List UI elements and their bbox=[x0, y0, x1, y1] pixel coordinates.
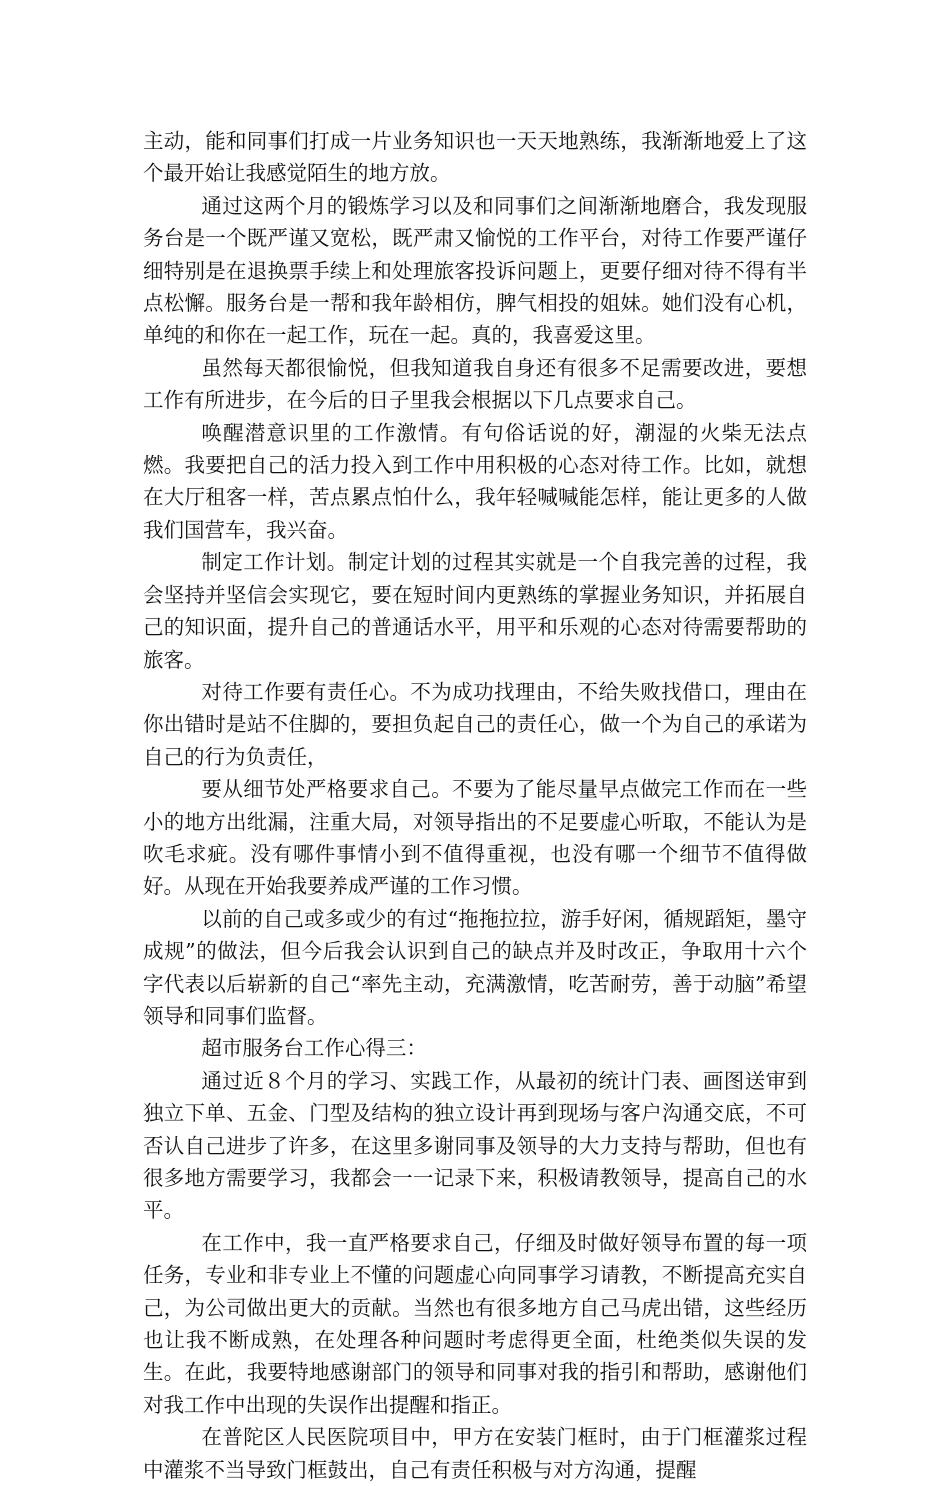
paragraph: 在工作中，我一直严格要求自己，仔细及时做好领导布置的每一项任务，专业和非专业上不懂的问题虚心向同事学习请教，不断提高充实自己，为公司做出更大的贡献。当然也有很多地方自己马虎出错，这些经历也让我不断成熟，在处理各种问题时考虑得更全面，杜绝类似失误的发生。在此，我要特地感谢部门的领导和同事对我的指引和帮助，感谢他们对我工作中出现的失误作出提醒和指正。 bbox=[143, 1230, 807, 1417]
paragraph: 以前的自己或多或少的有过“拖拖拉拉，游手好闲，循规蹈矩，墨守成规”的做法，但今后我会认识到自己的缺点并及时改正，争取用十六个字代表以后崭新的自己“率先主动，充满激情，吃苦耐劳，善于动脑”希望领导和同事们监督。 bbox=[143, 906, 807, 1028]
paragraph: 主动，能和同事们打成一片业务知识也一天天地熟练，我渐渐地爱上了这个最开始让我感觉陌生的地方放。 bbox=[143, 129, 807, 186]
paragraph: 要从细节处严格要求自己。不要为了能尽量早点做完工作而在一些小的地方出纰漏，注重大局，对领导指出的不足要虚心听取，不能认为是吹毛求疵。没有哪件事情小到不值得重视，也没有哪一个细节不值得做好。从现在开始我要养成严谨的工作习惯。 bbox=[143, 777, 807, 899]
section-heading: 超市服务台工作心得三： bbox=[201, 1036, 427, 1061]
paragraph: 在普陀区人民医院项目中，甲方在安装门框时，由于门框灌浆过程中灌浆不当导致门框鼓出，自己有责任积极与对方沟通，提醒 bbox=[143, 1425, 807, 1482]
paragraph: 虽然每天都很愉悦，但我知道我自身还有很多不足需要改进，要想工作有所进步，在今后的日子里我会根据以下几点要求自己。 bbox=[143, 355, 807, 413]
paragraph: 通过这两个月的锻炼学习以及和同事们之间渐渐地磨合，我发现服务台是一个既严谨又宽松，既严肃又愉悦的工作平台，对待工作要严谨仔细特别是在退换票手续上和处理旅客投诉问题上，更要仔细对待不得有半点松懈。服务台是一帮和我年龄相仿，脾气相投的姐妹。她们没有心机，单纯的和你在一起工作，玩在一起。真的，我喜爱这里。 bbox=[143, 193, 807, 348]
paragraph: 对待工作要有责任心。不为成功找理由，不给失败找借口，理由在你出错时是站不住脚的，要担负起自己的责任心，做一个为自己的承诺为自己的行为负责任， bbox=[143, 679, 807, 769]
paragraph: 制定工作计划。制定计划的过程其实就是一个自我完善的过程，我会坚持并坚信会实现它，要在短时间内更熟练的掌握业务知识，并拓展自己的知识面，提升自己的普通话水平，用平和乐观的心态对待需要帮助的旅客。 bbox=[143, 550, 807, 672]
paragraph: 通过近８个月的学习、实践工作，从最初的统计门表、画图送审到独立下单、五金、门型及结构的独立设计再到现场与客户沟通交底，不可否认自己进步了许多，在这里多谢同事及领导的大力支持与帮助，但也有很多地方需要学习，我都会一一记录下来，积极请教领导，提高自己的水平。 bbox=[143, 1068, 807, 1223]
document-body bbox=[143, 125, 807, 1486]
paragraph: 唤醒潜意识里的工作激情。有句俗话说的好，潮湿的火柴无法点燃。我要把自己的活力投入到工作中用积极的心态对待工作。比如，就想在大厅租客一样，苦点累点怕什么，我年轻喊喊能怎样，能让更多的人做我们国营车，我兴奋。 bbox=[143, 420, 807, 542]
